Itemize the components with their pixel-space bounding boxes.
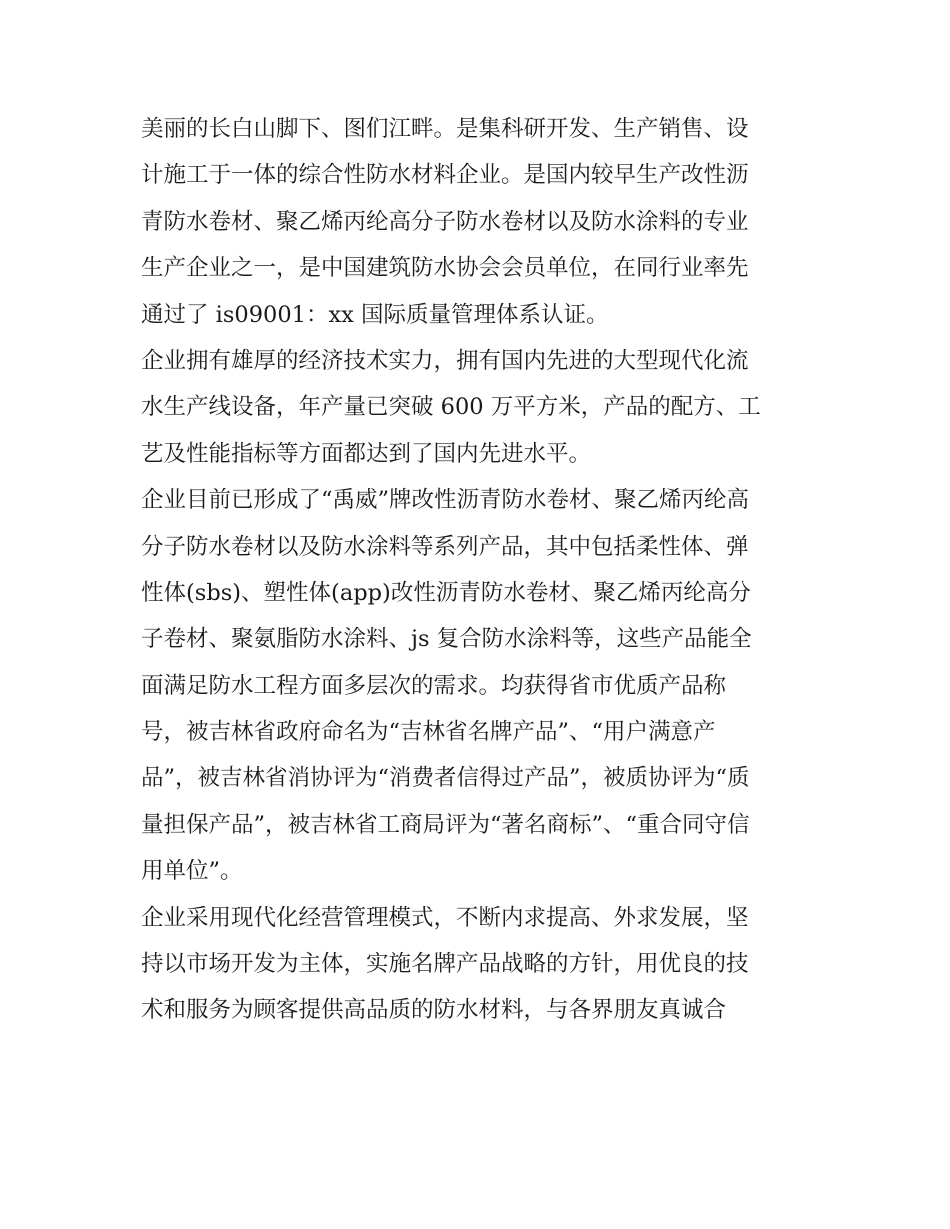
paragraph-1 (141, 106, 821, 338)
text-line: 通过了 is09001：xx 国际质量管理体系认证。 (141, 301, 609, 328)
text-line: 企业拥有雄厚的经济技术实力，拥有国内先进的大型现代化流 (141, 347, 749, 374)
text-line: 量担保产品”，被吉林省工商局评为“著名商标”、“重合同守信 (141, 811, 750, 838)
text-line: 号，被吉林省政府命名为“吉林省名牌产品”、“用户满意产 (141, 719, 716, 746)
text-line: 企业采用现代化经营管理模式，不断内求提高、外求发展，坚 (141, 904, 749, 931)
text-line: 水生产线设备，年产量已突破 600 万平方米，产品的配方、工 (141, 394, 761, 421)
text-line: 艺及性能指标等方面都达到了国内先进水平。 (141, 440, 592, 467)
text-line: 性体(sbs)、塑性体(app)改性沥青防水卷材、聚乙烯丙纶高分 (141, 579, 751, 606)
text-line: 企业目前已形成了“禹威”牌改性沥青防水卷材、聚乙烯丙纶高 (141, 487, 750, 514)
text-line: 术和服务为顾客提供高品质的防水材料，与各界朋友真诚合 (141, 997, 727, 1024)
text-line: 青防水卷材、聚乙烯丙纶高分子防水卷材以及防水涂料的专业 (141, 208, 749, 235)
text-line: 生产企业之一，是中国建筑防水协会会员单位，在同行业率先 (141, 255, 749, 282)
text-line: 美丽的长白山脚下、图们江畔。是集科研开发、生产销售、设 (141, 116, 749, 142)
document-body (141, 106, 821, 1034)
paragraph-3 (141, 477, 821, 895)
text-line: 计施工于一体的综合性防水材料企业。是国内较早生产改性沥 (141, 162, 749, 189)
text-line: 持以市场开发为主体，实施名牌产品战略的方针，用优良的技 (141, 951, 749, 978)
paragraph-4 (141, 895, 821, 1034)
text-line: 品”，被吉林省消协评为“消费者信得过产品”，被质协评为“质 (141, 765, 750, 792)
text-line: 子卷材、聚氨脂防水涂料、js 复合防水涂料等，这些产品能全 (141, 626, 752, 653)
paragraph-2 (141, 338, 821, 477)
text-line: 面满足防水工程方面多层次的需求。均获得省市优质产品称 (141, 672, 727, 699)
text-line: 用单位”。 (141, 858, 243, 885)
text-line: 分子防水卷材以及防水涂料等系列产品，其中包括柔性体、弹 (141, 533, 749, 560)
